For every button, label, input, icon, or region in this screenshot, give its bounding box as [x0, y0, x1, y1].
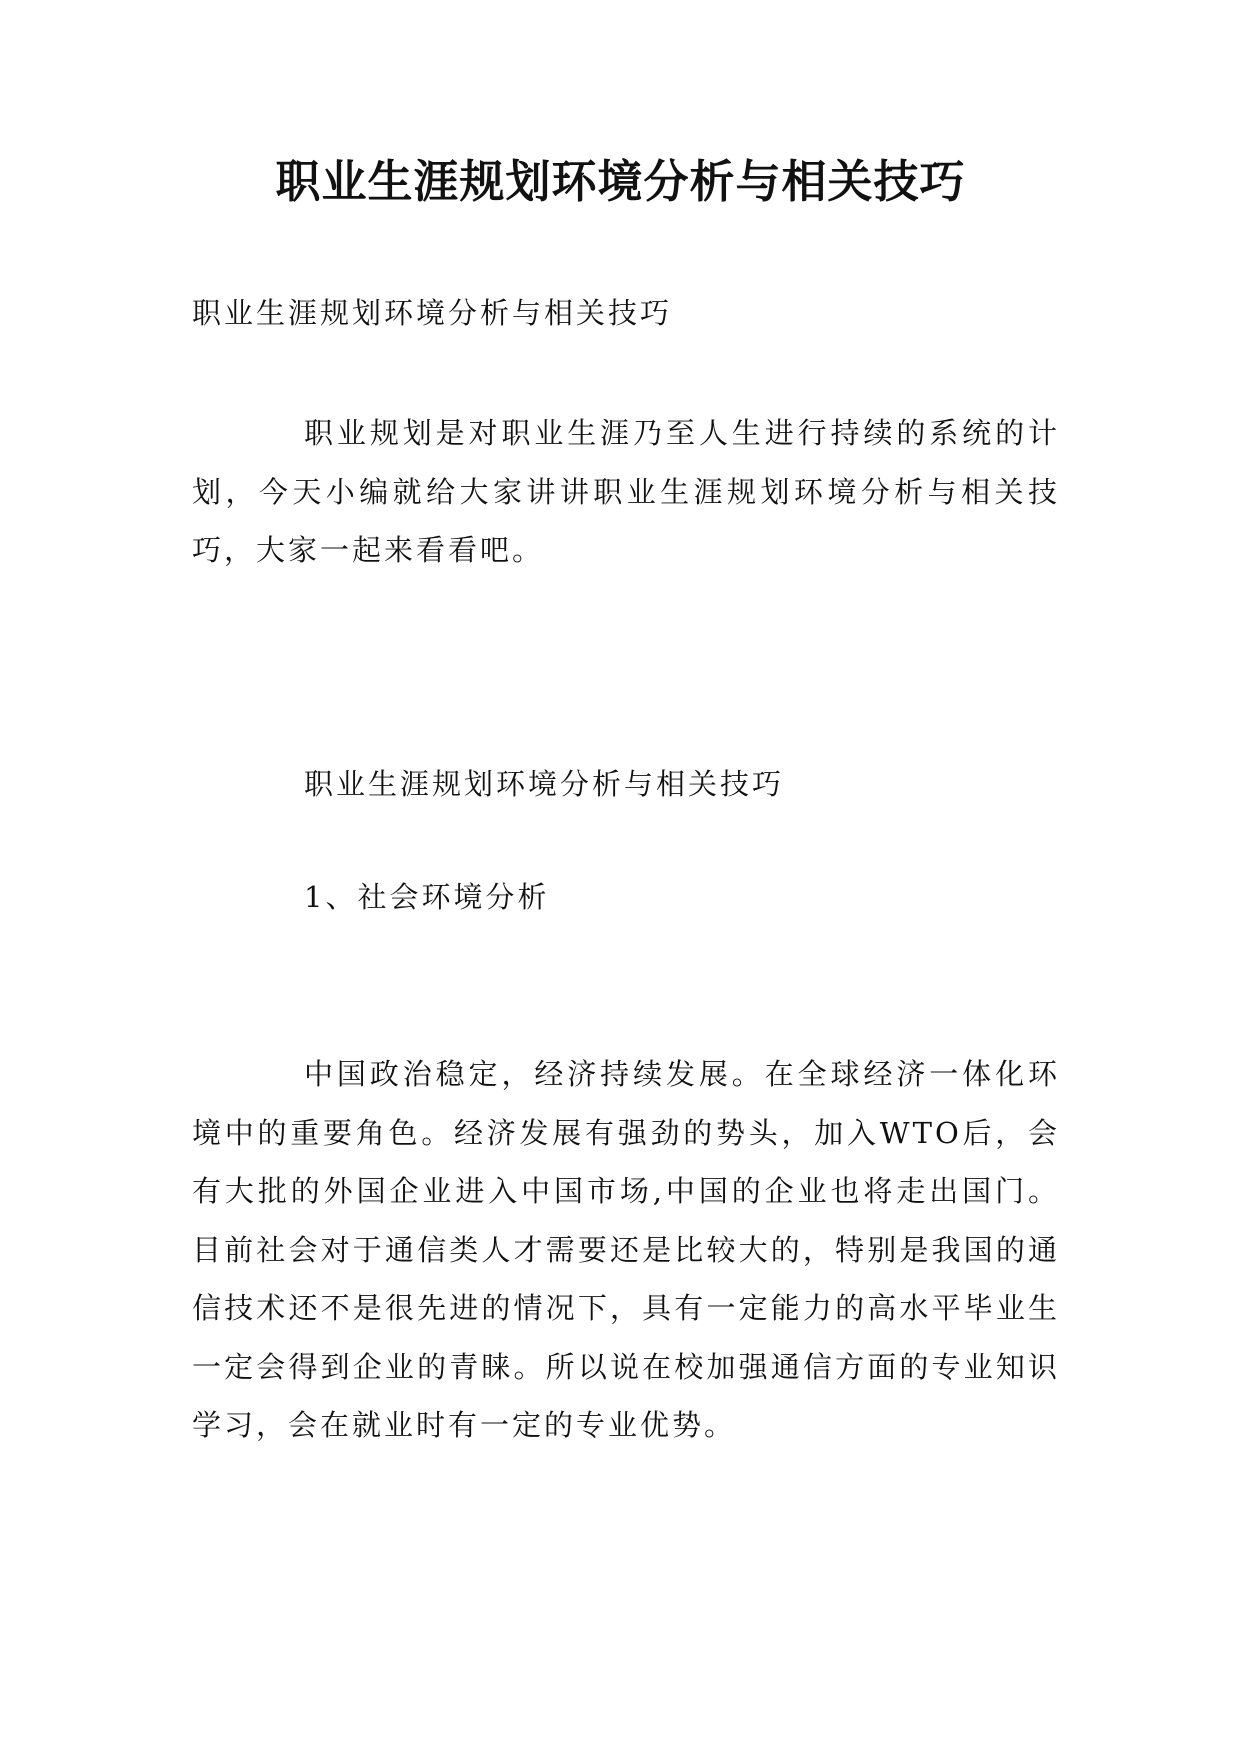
section-1-paragraph: 中国政治稳定，经济持续发展。在全球经济一体化环境中的重要角色。经济发展有强劲的势头，加入WTO后，会有大批的外国企业进入中国市场,中国的企业也将走出国门。目前社会对于通信类人才需要还是比较大的，特别是我国的通信技术还不是很先进的情况下，具有一定能力的高水平毕业生一定会得到企业的青睐。所以说在校加强通信方面的专业知识学习，会在就业时有一定的专业优势。	[192, 1057, 1060, 1442]
section-heading: 职业生涯规划环境分析与相关技巧	[304, 767, 785, 801]
document-subtitle: 职业生涯规划环境分析与相关技巧	[192, 296, 673, 330]
document-title: 职业生涯规划环境分析与相关技巧	[275, 155, 966, 208]
section-1-heading: 1、社会环境分析	[304, 880, 550, 914]
intro-paragraph: 职业规划是对职业生涯乃至人生进行持续的系统的计划，今天小编就给大家讲讲职业生涯规划环境分析与相关技巧，大家一起来看看吧。	[192, 416, 1060, 567]
